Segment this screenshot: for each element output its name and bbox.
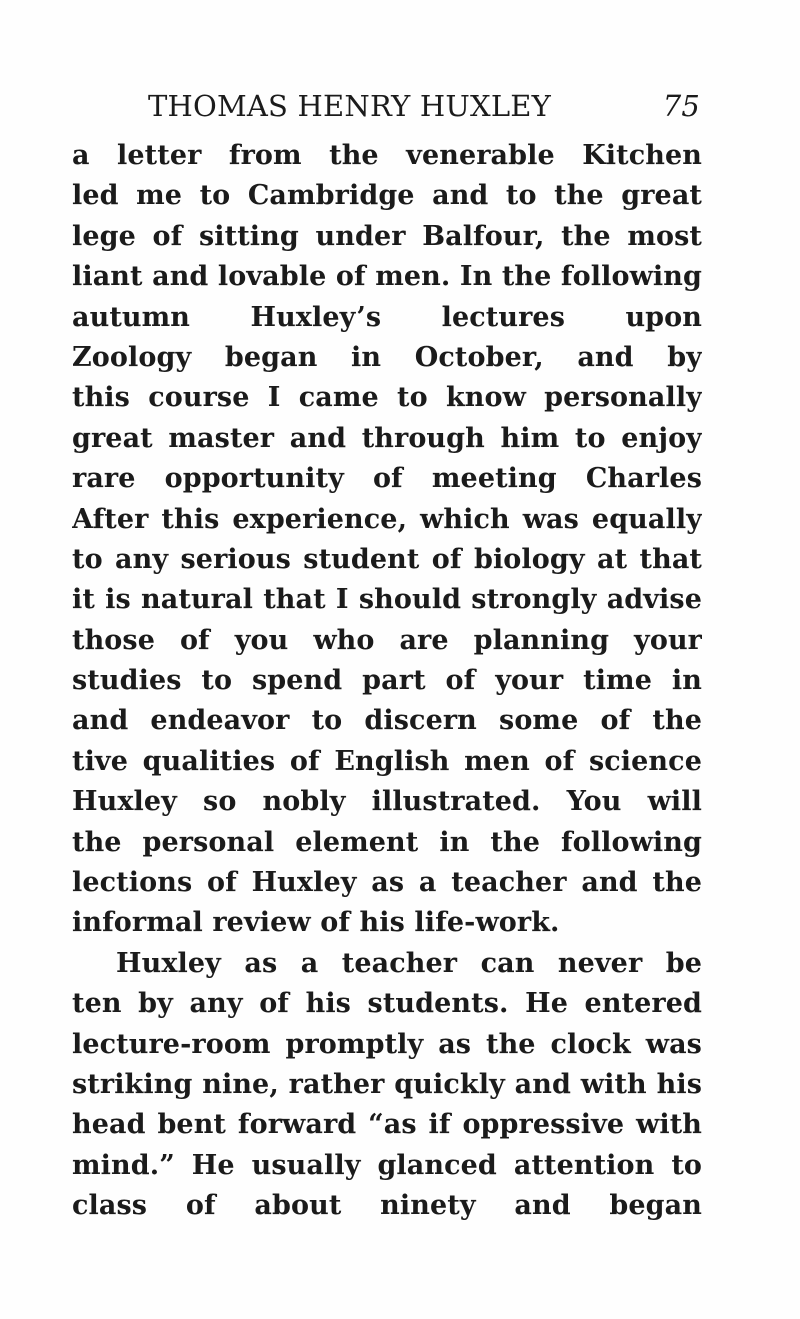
text-line: to any serious student of biology at that: [72, 543, 702, 575]
text-line: this course I came to know personally: [72, 382, 702, 414]
text-line: led me to Cambridge and to the great: [72, 180, 702, 212]
text-line: mind.” He usually glanced attention to: [72, 1149, 702, 1181]
text-line: and endeavor to discern some of the: [72, 705, 702, 737]
running-title: THOMAS HENRY HUXLEY: [148, 89, 552, 123]
text-line-paragraph-start: Huxley as a teacher can never be: [116, 947, 702, 979]
text-line: those of you who are planning your: [72, 624, 702, 656]
text-line: lections of Huxley as a teacher and the: [72, 867, 702, 899]
text-line: autumn Huxley’s lectures upon: [72, 301, 702, 333]
text-line: a letter from the venerable Kitchen: [72, 140, 702, 171]
text-line: ten by any of his students. He entered: [72, 988, 702, 1020]
body-text: [72, 136, 702, 1227]
text-line: tive qualities of English men of science: [72, 745, 702, 777]
text-line: great master and through him to enjoy: [72, 422, 702, 454]
text-line: lecture-room promptly as the clock was: [72, 1028, 702, 1060]
text-line: After this experience, which was equally: [72, 503, 702, 535]
text-line: studies to spend part of your time in: [72, 665, 702, 697]
text-line: it is natural that I should strongly advise: [72, 584, 702, 616]
text-line: rare opportunity of meeting Charles: [72, 463, 702, 495]
text-line: striking nine, rather quickly and with his: [72, 1068, 702, 1100]
text-line: head bent forward “as if oppressive with: [72, 1109, 702, 1141]
text-line: liant and lovable of men. In the following: [72, 261, 702, 293]
page-number: 75: [662, 89, 700, 123]
text-line: the personal element in the following: [72, 826, 702, 858]
running-head: [148, 84, 700, 128]
text-line: Zoology began in October, and by: [72, 341, 702, 373]
text-line: class of about ninety and began: [72, 1190, 702, 1222]
text-line-paragraph-end: informal review of his life-work.: [72, 907, 560, 939]
text-line: Huxley so nobly illustrated. You will: [72, 786, 702, 818]
text-line: lege of sitting under Balfour, the most: [72, 220, 702, 252]
